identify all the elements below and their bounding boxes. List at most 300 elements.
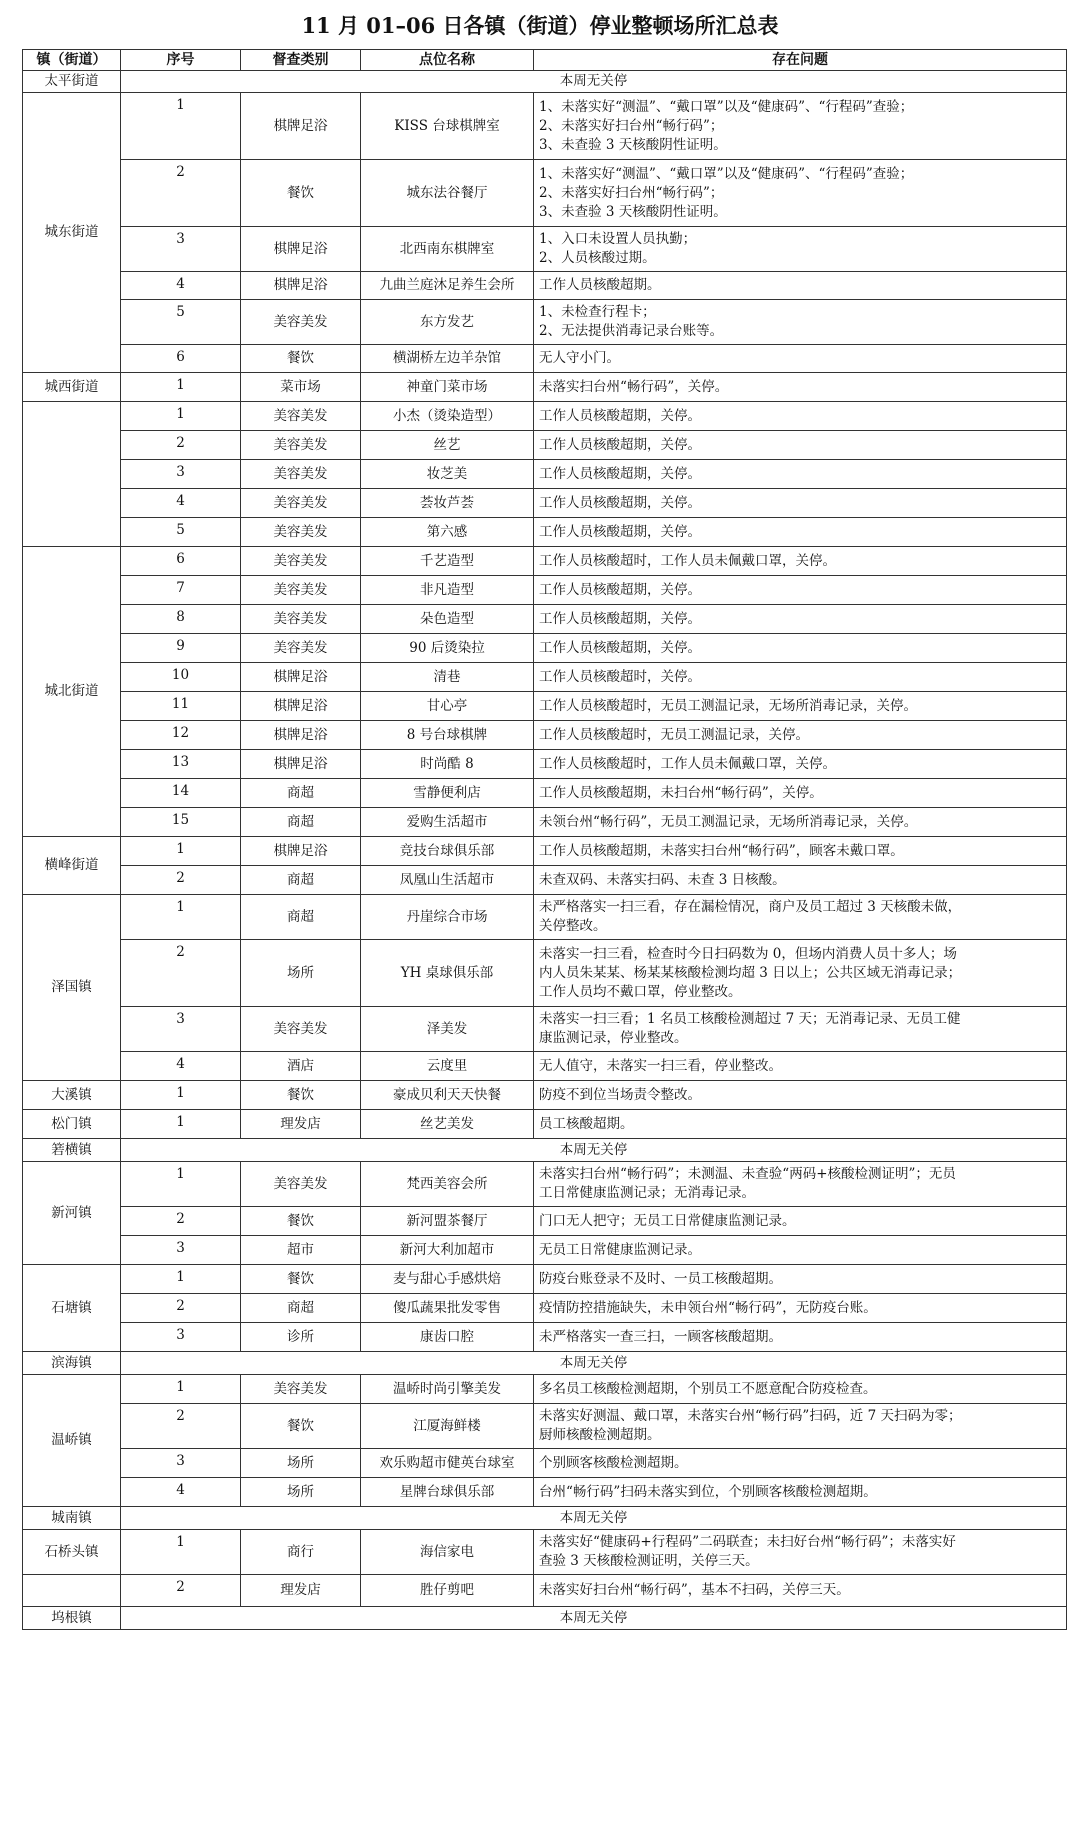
row-number: 12	[121, 721, 241, 750]
issue-line: 工作人员核酸超时，无员工测温记录，无场所消毒记录，关停。	[539, 697, 917, 714]
town-cell: 滨海镇	[23, 1352, 121, 1375]
site-name-cell: 泽美发	[361, 1007, 534, 1052]
issue-cell	[534, 1207, 1067, 1236]
issue-cell	[534, 373, 1067, 402]
category-cell: 美容美发	[241, 402, 361, 431]
issue-cell	[534, 1052, 1067, 1081]
issue-cell	[534, 837, 1067, 866]
site-name-cell: 横湖桥左边羊杂馆	[361, 345, 534, 373]
category-cell: 餐饮	[241, 1265, 361, 1294]
site-name-cell: 星牌台球俱乐部	[361, 1478, 534, 1507]
table-row	[23, 1449, 1067, 1478]
issue-line: 员工核酸超期。	[539, 1115, 634, 1132]
site-name-cell: 甘心亭	[361, 692, 534, 721]
site-name-cell: 妆芝美	[361, 460, 534, 489]
site-name-cell: 胜仔剪吧	[361, 1575, 534, 1607]
issue-cell	[534, 1478, 1067, 1507]
site-name-cell: 欢乐购超市健英台球室	[361, 1449, 534, 1478]
issue-line: 未领台州“畅行码”，无员工测温记录，无场所消毒记录，关停。	[539, 813, 918, 830]
issue-line: 工作人员核酸超期，关停。	[539, 639, 701, 656]
table-row	[23, 272, 1067, 300]
town-cell: 松门镇	[23, 1110, 121, 1139]
category-cell: 美容美发	[241, 489, 361, 518]
table-row	[23, 1007, 1067, 1052]
row-number: 2	[121, 1294, 241, 1323]
site-name-cell: 云度里	[361, 1052, 534, 1081]
issue-line: 2、未落实好扫台州“畅行码”；	[539, 117, 724, 134]
table-row	[23, 1607, 1067, 1630]
no-closure-note: 本周无关停	[121, 1607, 1067, 1630]
issue-cell	[534, 460, 1067, 489]
table-body	[23, 71, 1067, 1630]
site-name-cell: 豪成贝利天天快餐	[361, 1081, 534, 1110]
issue-line: 2、未落实好扫台州“畅行码”；	[539, 184, 724, 201]
row-number: 4	[121, 1478, 241, 1507]
issue-cell	[534, 1294, 1067, 1323]
issue-cell	[534, 634, 1067, 663]
issue-line: 1、未落实好“测温”、“戴口罩”以及“健康码”、“行程码”查验；	[539, 165, 914, 182]
site-name-cell: 海信家电	[361, 1530, 534, 1575]
issue-cell	[534, 547, 1067, 576]
table-row	[23, 1530, 1067, 1575]
issue-cell	[534, 1323, 1067, 1352]
row-number: 1	[121, 837, 241, 866]
site-name-cell: 时尚酷 8	[361, 750, 534, 779]
category-cell: 理发店	[241, 1575, 361, 1607]
table-row	[23, 866, 1067, 895]
site-name-cell: 朵色造型	[361, 605, 534, 634]
issue-line: 未严格落实一扫三看，存在漏检情况，商户及员工超过 3 天核酸未做，	[539, 899, 962, 915]
header-no: 序号	[121, 50, 241, 71]
town-cell: 泽国镇	[23, 895, 121, 1081]
category-cell: 美容美发	[241, 300, 361, 345]
issue-line: 未落实扫台州“畅行码”，关停。	[539, 378, 729, 395]
row-number: 1	[121, 1375, 241, 1404]
row-number: 10	[121, 663, 241, 692]
issue-line: 门口无人把守；无员工日常健康监测记录。	[539, 1212, 796, 1229]
issue-line: 台州“畅行码”扫码未落实到位，个别顾客核酸检测超期。	[539, 1483, 877, 1500]
page-title: 11 月 01–06 日各镇（街道）停业整顿场所汇总表	[301, 13, 779, 38]
issue-cell	[534, 518, 1067, 547]
header-site-name: 点位名称	[361, 50, 534, 71]
town-cell: 坞根镇	[23, 1607, 121, 1630]
row-number: 3	[121, 227, 241, 272]
table-row	[23, 663, 1067, 692]
category-cell: 美容美发	[241, 605, 361, 634]
category-cell: 菜市场	[241, 373, 361, 402]
header-issue: 存在问题	[534, 50, 1067, 71]
site-name-cell: 90 后烫染拉	[361, 634, 534, 663]
table-row	[23, 1294, 1067, 1323]
issue-line: 未严格落实一查三扫，一顾客核酸超期。	[539, 1328, 782, 1345]
category-cell: 棋牌足浴	[241, 663, 361, 692]
site-name-cell: 九曲兰庭沐足养生会所	[361, 272, 534, 300]
table-row	[23, 837, 1067, 866]
site-name-cell: 千艺造型	[361, 547, 534, 576]
category-cell: 餐饮	[241, 1081, 361, 1110]
row-number: 7	[121, 576, 241, 605]
issue-cell	[534, 1375, 1067, 1404]
row-number: 2	[121, 431, 241, 460]
issue-cell	[534, 300, 1067, 345]
site-name-cell: 傻瓜蔬果批发零售	[361, 1294, 534, 1323]
issue-line: 无人守小门。	[539, 350, 620, 366]
table-row	[23, 93, 1067, 160]
category-cell: 美容美发	[241, 576, 361, 605]
issue-line: 关停整改。	[539, 918, 607, 934]
table-row	[23, 460, 1067, 489]
town-cell: 新河镇	[23, 1162, 121, 1265]
site-name-cell: 第六感	[361, 518, 534, 547]
category-cell: 商超	[241, 1294, 361, 1323]
site-name-cell: 北西南东棋牌室	[361, 227, 534, 272]
town-cell: 箬横镇	[23, 1139, 121, 1162]
row-number: 3	[121, 1323, 241, 1352]
table-row	[23, 808, 1067, 837]
table-row	[23, 71, 1067, 93]
row-number: 4	[121, 272, 241, 300]
table-row	[23, 1575, 1067, 1607]
site-name-cell: 爱购生活超市	[361, 808, 534, 837]
row-number: 2	[121, 160, 241, 227]
site-name-cell: 新河盟茶餐厅	[361, 1207, 534, 1236]
row-number: 9	[121, 634, 241, 663]
row-number: 1	[121, 1110, 241, 1139]
header-town: 镇（街道）	[23, 50, 121, 71]
category-cell: 超市	[241, 1236, 361, 1265]
town-cell	[23, 402, 121, 547]
table-row	[23, 1478, 1067, 1507]
table-row	[23, 1404, 1067, 1449]
row-number: 1	[121, 373, 241, 402]
site-name-cell: 雪静便利店	[361, 779, 534, 808]
issue-cell	[534, 1110, 1067, 1139]
issue-line: 工作人员核酸超时，工作人员未佩戴口罩，关停。	[539, 552, 836, 569]
site-name-cell: 小杰（烫染造型）	[361, 402, 534, 431]
issue-cell	[534, 431, 1067, 460]
issue-cell	[534, 489, 1067, 518]
table-row	[23, 634, 1067, 663]
table-row	[23, 402, 1067, 431]
category-cell: 商超	[241, 808, 361, 837]
table-row	[23, 1110, 1067, 1139]
row-number: 1	[121, 402, 241, 431]
category-cell: 美容美发	[241, 547, 361, 576]
table-row	[23, 373, 1067, 402]
issue-line: 防疫台账登录不及时、一员工核酸超期。	[539, 1270, 782, 1287]
table-row	[23, 547, 1067, 576]
table-row	[23, 1507, 1067, 1530]
issue-cell	[534, 895, 1067, 940]
town-cell: 温峤镇	[23, 1375, 121, 1507]
row-number: 2	[121, 1575, 241, 1607]
town-cell: 石塘镇	[23, 1265, 121, 1352]
table-row	[23, 431, 1067, 460]
row-number: 11	[121, 692, 241, 721]
issue-line: 工作人员核酸超期，关停。	[539, 581, 701, 598]
issue-line: 未查双码、未落实扫码、未查 3 日核酸。	[539, 871, 786, 888]
issue-line: 工作人员核酸超时，工作人员未佩戴口罩，关停。	[539, 755, 836, 772]
row-number: 4	[121, 489, 241, 518]
category-cell: 场所	[241, 940, 361, 1007]
table-row	[23, 895, 1067, 940]
issue-line: 2、人员核酸过期。	[539, 250, 656, 266]
issue-cell	[534, 692, 1067, 721]
site-name-cell: 丹崖综合市场	[361, 895, 534, 940]
issue-line: 个别顾客核酸检测超期。	[539, 1454, 688, 1471]
category-cell: 酒店	[241, 1052, 361, 1081]
table-row	[23, 1207, 1067, 1236]
summary-table	[22, 49, 1067, 1630]
site-name-cell: 江厦海鲜楼	[361, 1404, 534, 1449]
issue-cell	[534, 160, 1067, 227]
category-cell: 棋牌足浴	[241, 721, 361, 750]
row-number: 1	[121, 1081, 241, 1110]
issue-line: 工作人员核酸超期，关停。	[539, 523, 701, 540]
issue-cell	[534, 1162, 1067, 1207]
issue-cell	[534, 1530, 1067, 1575]
category-cell: 棋牌足浴	[241, 227, 361, 272]
no-closure-note: 本周无关停	[121, 1139, 1067, 1162]
site-name-cell: 神童门菜市场	[361, 373, 534, 402]
issue-line: 未落实好扫台州“畅行码”，基本不扫码，关停三天。	[539, 1582, 850, 1598]
site-name-cell: 温峤时尚引擎美发	[361, 1375, 534, 1404]
town-cell: 城北街道	[23, 547, 121, 837]
row-number: 5	[121, 518, 241, 547]
issue-line: 多名员工核酸检测超期，个别员工不愿意配合防疫检查。	[539, 1380, 877, 1397]
issue-cell	[534, 1007, 1067, 1052]
issue-line: 工作人员核酸超期，未落实扫台州“畅行码”，顾客未戴口罩。	[539, 842, 904, 859]
site-name-cell: KISS 台球棋牌室	[361, 93, 534, 160]
site-name-cell: 康齿口腔	[361, 1323, 534, 1352]
site-name-cell: 麦与甜心手感烘焙	[361, 1265, 534, 1294]
category-cell: 棋牌足浴	[241, 692, 361, 721]
issue-line: 未落实一扫三看；1 名员工核酸检测超过 7 天；无消毒记录、无员工健	[539, 1011, 961, 1027]
issue-line: 1、未检查行程卡；	[539, 304, 656, 320]
issue-line: 防疫不到位当场责令整改。	[539, 1086, 701, 1103]
issue-line: 工作人员核酸超期，关停。	[539, 407, 701, 424]
category-cell: 餐饮	[241, 1207, 361, 1236]
issue-line: 未落实好“健康码+行程码”二码联查；未扫好台州“畅行码”；未落实好	[539, 1534, 956, 1550]
issue-line: 疫情防控措施缺失，未申领台州“畅行码”，无防疫台账。	[539, 1299, 877, 1316]
row-number: 2	[121, 1404, 241, 1449]
issue-cell	[534, 1081, 1067, 1110]
category-cell: 商超	[241, 895, 361, 940]
category-cell: 棋牌足浴	[241, 750, 361, 779]
issue-cell	[534, 940, 1067, 1007]
issue-line: 3、未查验 3 天核酸阴性证明。	[539, 136, 727, 153]
category-cell: 诊所	[241, 1323, 361, 1352]
row-number: 2	[121, 1207, 241, 1236]
issue-line: 查验 3 天核酸检测证明，关停三天。	[539, 1553, 759, 1569]
issue-line: 工作人员均不戴口罩，停业整改。	[539, 983, 742, 1000]
site-name-cell: 非凡造型	[361, 576, 534, 605]
site-name-cell: YH 桌球俱乐部	[361, 940, 534, 1007]
category-cell: 美容美发	[241, 1375, 361, 1404]
issue-cell	[534, 1449, 1067, 1478]
table-row	[23, 1081, 1067, 1110]
category-cell: 美容美发	[241, 460, 361, 489]
row-number: 1	[121, 1265, 241, 1294]
row-number: 1	[121, 1162, 241, 1207]
row-number: 6	[121, 547, 241, 576]
table-row	[23, 300, 1067, 345]
table-row	[23, 227, 1067, 272]
table-row	[23, 518, 1067, 547]
category-cell: 商超	[241, 866, 361, 895]
site-name-cell: 清巷	[361, 663, 534, 692]
table-row	[23, 779, 1067, 808]
row-number: 3	[121, 1449, 241, 1478]
site-name-cell: 新河大利加超市	[361, 1236, 534, 1265]
issue-cell	[534, 272, 1067, 300]
table-row	[23, 1265, 1067, 1294]
category-cell: 美容美发	[241, 431, 361, 460]
row-number: 5	[121, 300, 241, 345]
issue-line: 工作人员核酸超期。	[539, 277, 661, 293]
row-number: 3	[121, 460, 241, 489]
category-cell: 棋牌足浴	[241, 837, 361, 866]
issue-cell	[534, 345, 1067, 373]
issue-line: 无员工日常健康监测记录。	[539, 1241, 701, 1258]
category-cell: 场所	[241, 1449, 361, 1478]
row-number: 1	[121, 1530, 241, 1575]
row-number: 14	[121, 779, 241, 808]
category-cell: 餐饮	[241, 345, 361, 373]
issue-line: 工作人员核酸超期，未扫台州“畅行码”，关停。	[539, 784, 823, 801]
table-row	[23, 1139, 1067, 1162]
row-number: 2	[121, 940, 241, 1007]
site-name-cell: 东方发艺	[361, 300, 534, 345]
issue-cell	[534, 721, 1067, 750]
issue-line: 无人值守，未落实一扫三看，停业整改。	[539, 1057, 782, 1074]
issue-cell	[534, 779, 1067, 808]
issue-line: 工作人员核酸超期，关停。	[539, 494, 701, 511]
town-cell: 大溪镇	[23, 1081, 121, 1110]
no-closure-note: 本周无关停	[121, 1352, 1067, 1375]
category-cell: 场所	[241, 1478, 361, 1507]
issue-line: 未落实扫台州“畅行码”；未测温、未查验“两码+核酸检测证明”；无员	[539, 1166, 956, 1182]
category-cell: 商超	[241, 779, 361, 808]
category-cell: 餐饮	[241, 160, 361, 227]
header-category: 督查类别	[241, 50, 361, 71]
site-name-cell: 竞技台球俱乐部	[361, 837, 534, 866]
row-number: 2	[121, 866, 241, 895]
table-row	[23, 1236, 1067, 1265]
issue-line: 1、未落实好“测温”、“戴口罩”以及“健康码”、“行程码”查验；	[539, 98, 914, 115]
table-row	[23, 345, 1067, 373]
issue-cell	[534, 576, 1067, 605]
issue-line: 内人员朱某某、杨某某核酸检测均超 3 日以上；公共区域无消毒记录；	[539, 964, 962, 981]
town-cell: 城西街道	[23, 373, 121, 402]
issue-line: 未落实一扫三看，检查时今日扫码数为 0，但场内消费人员十多人；场	[539, 945, 957, 962]
issue-cell	[534, 605, 1067, 634]
site-name-cell: 丝艺	[361, 431, 534, 460]
town-cell: 横峰街道	[23, 837, 121, 895]
issue-cell	[534, 808, 1067, 837]
table-row	[23, 1323, 1067, 1352]
row-number: 1	[121, 93, 241, 160]
issue-cell	[534, 866, 1067, 895]
table-row	[23, 692, 1067, 721]
no-closure-note: 本周无关停	[121, 1507, 1067, 1530]
town-cell: 石桥头镇	[23, 1530, 121, 1575]
row-number: 3	[121, 1007, 241, 1052]
issue-line: 工作人员核酸超时，关停。	[539, 668, 701, 685]
category-cell: 餐饮	[241, 1404, 361, 1449]
category-cell: 美容美发	[241, 518, 361, 547]
town-cell: 城南镇	[23, 1507, 121, 1530]
issue-line: 工日常健康监测记录；无消毒记录。	[539, 1185, 755, 1201]
issue-cell	[534, 93, 1067, 160]
issue-cell	[534, 1265, 1067, 1294]
table-row	[23, 1162, 1067, 1207]
no-closure-note: 本周无关停	[121, 71, 1067, 93]
site-name-cell: 荟妆芦荟	[361, 489, 534, 518]
issue-line: 厨师核酸检测超期。	[539, 1427, 661, 1443]
issue-cell	[534, 1404, 1067, 1449]
town-cell: 城东街道	[23, 93, 121, 373]
site-name-cell: 梵西美容会所	[361, 1162, 534, 1207]
issue-cell	[534, 1575, 1067, 1607]
table-row	[23, 489, 1067, 518]
site-name-cell: 丝艺美发	[361, 1110, 534, 1139]
table-row	[23, 1352, 1067, 1375]
town-cell: 太平街道	[23, 71, 121, 93]
table-row	[23, 1052, 1067, 1081]
category-cell: 棋牌足浴	[241, 272, 361, 300]
issue-line: 工作人员核酸超时，无员工测温记录，关停。	[539, 726, 809, 743]
issue-cell	[534, 227, 1067, 272]
row-number: 1	[121, 895, 241, 940]
issue-line: 工作人员核酸超期，关停。	[539, 465, 701, 482]
category-cell: 理发店	[241, 1110, 361, 1139]
site-name-cell: 8 号台球棋牌	[361, 721, 534, 750]
issue-cell	[534, 663, 1067, 692]
issue-line: 未落实好测温、戴口罩，未落实台州“畅行码”扫码，近 7 天扫码为零；	[539, 1408, 962, 1424]
row-number: 3	[121, 1236, 241, 1265]
row-number: 4	[121, 1052, 241, 1081]
site-name-cell: 城东法谷餐厅	[361, 160, 534, 227]
site-name-cell: 凤凰山生活超市	[361, 866, 534, 895]
row-number: 13	[121, 750, 241, 779]
table-row	[23, 1375, 1067, 1404]
issue-line: 2、无法提供消毒记录台账等。	[539, 323, 724, 339]
category-cell: 商行	[241, 1530, 361, 1575]
issue-line: 3、未查验 3 天核酸阴性证明。	[539, 203, 727, 220]
table-row	[23, 940, 1067, 1007]
header-row	[23, 50, 1067, 71]
issue-line: 工作人员核酸超期，关停。	[539, 436, 701, 453]
issue-line: 1、入口未设置人员执勤；	[539, 231, 697, 247]
category-cell: 美容美发	[241, 1007, 361, 1052]
table-row	[23, 605, 1067, 634]
issue-cell	[534, 1236, 1067, 1265]
row-number: 15	[121, 808, 241, 837]
category-cell: 美容美发	[241, 634, 361, 663]
category-cell: 美容美发	[241, 1162, 361, 1207]
table-row	[23, 576, 1067, 605]
issue-cell	[534, 402, 1067, 431]
issue-line: 康监测记录，停业整改。	[539, 1030, 688, 1046]
row-number: 8	[121, 605, 241, 634]
table-row	[23, 750, 1067, 779]
row-number: 6	[121, 345, 241, 373]
table-row	[23, 721, 1067, 750]
issue-cell	[534, 750, 1067, 779]
town-cell	[23, 1575, 121, 1607]
category-cell: 棋牌足浴	[241, 93, 361, 160]
